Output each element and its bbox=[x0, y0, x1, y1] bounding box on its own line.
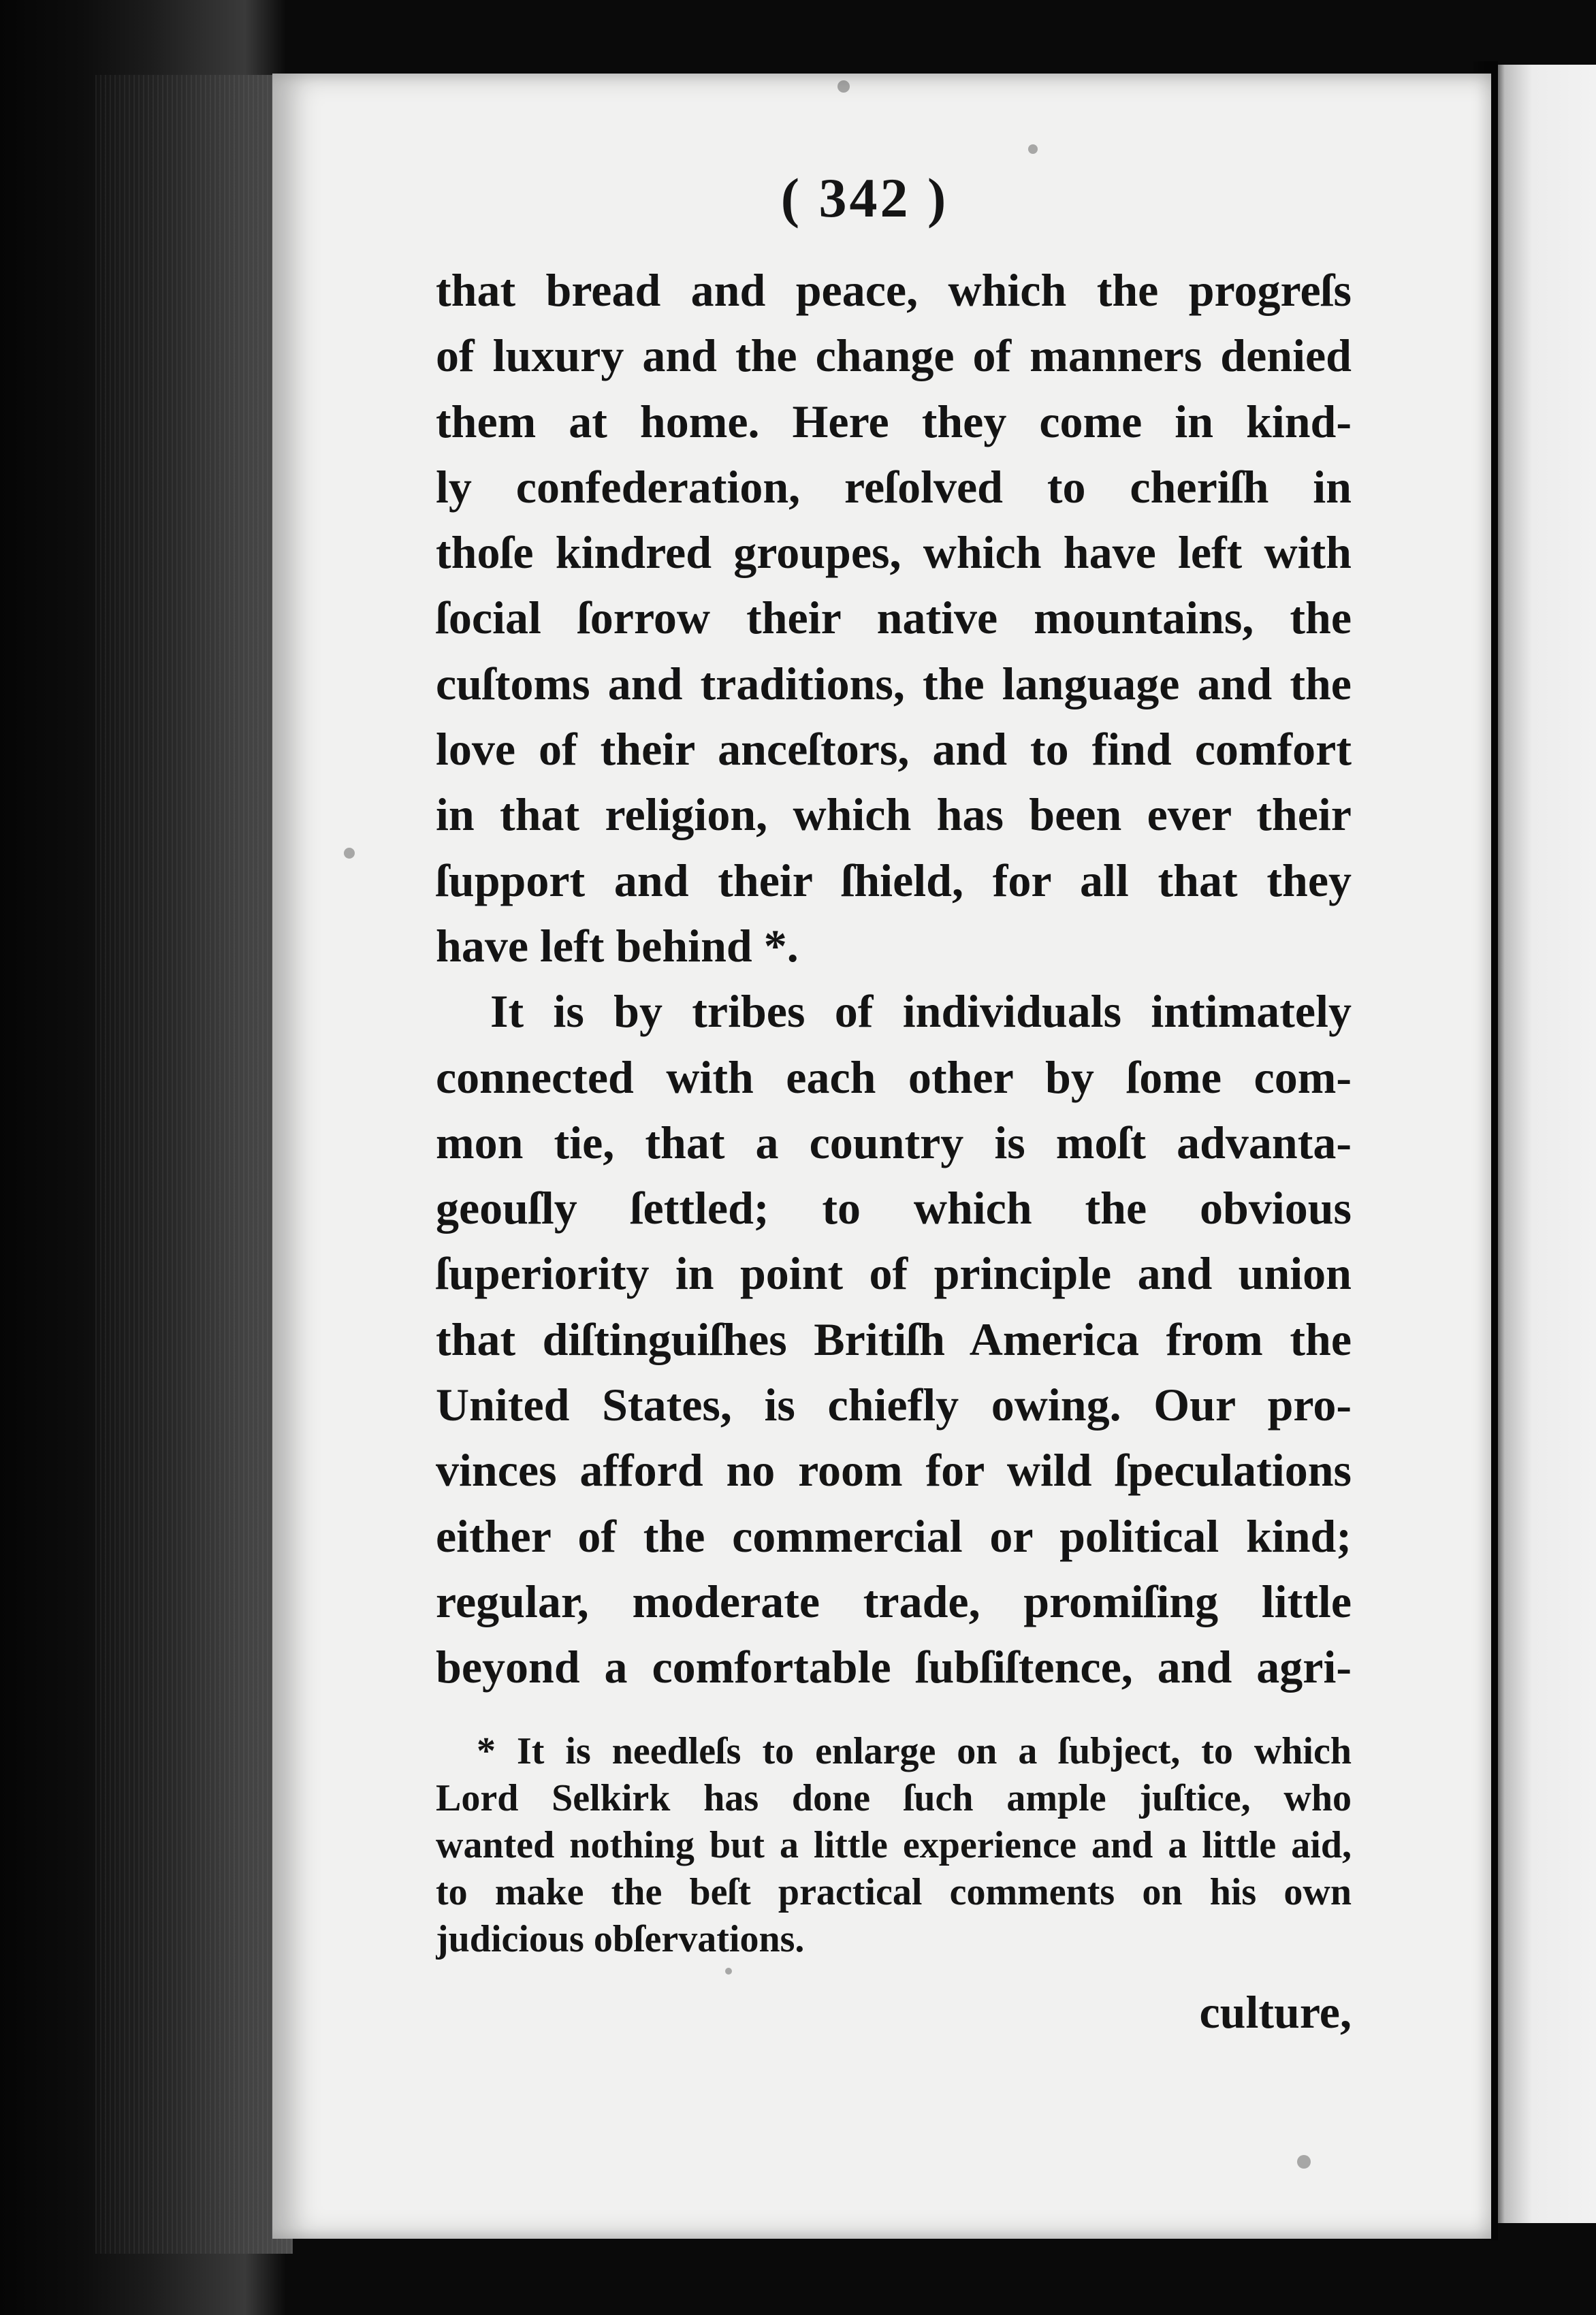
text-line: United States, is chiefly owing. Our pro- bbox=[436, 1379, 1352, 1431]
text-line: mon tie, that a country is moſt advanta- bbox=[436, 1116, 1352, 1168]
text-line: that bread and peace, which the progreſs bbox=[436, 264, 1352, 316]
body-text bbox=[436, 257, 1352, 1700]
text-line: have left behind *. bbox=[436, 919, 799, 972]
footnote-line: * It is needleſs to enlarge on a ſubject, to which bbox=[477, 1730, 1352, 1772]
text-line: them at home. Here they come in kind- bbox=[436, 395, 1352, 447]
text-line: connected with each other by ſome com- bbox=[436, 1051, 1352, 1103]
text-line: ly confederation, reſolved to cheriſh in bbox=[436, 460, 1352, 513]
text-line: ſuperiority in point of principle and union bbox=[436, 1247, 1352, 1300]
text-line: ſocial ſorrow their native mountains, the bbox=[436, 592, 1352, 644]
facing-page bbox=[1491, 65, 1596, 2223]
paragraph-first-line: It is by tribes of individuals intimately bbox=[490, 985, 1352, 1038]
text-line: geouſly ſettled; to which the obvious bbox=[436, 1182, 1352, 1234]
catchword: culture, bbox=[1199, 1986, 1352, 2038]
paper-speck bbox=[344, 848, 355, 859]
text-line: regular, moderate trade, promiſing little bbox=[436, 1575, 1352, 1627]
paper-speck bbox=[837, 80, 850, 93]
paper-speck bbox=[725, 1968, 732, 1975]
text-line: cuſtoms and traditions, the language and the bbox=[436, 657, 1352, 709]
text-line: of luxury and the change of manners denied bbox=[436, 330, 1352, 382]
footnote-line: wanted nothing but a little experience and a little aid, bbox=[436, 1824, 1352, 1866]
paper-speck bbox=[1028, 144, 1038, 154]
text-line: beyond a comfortable ſubſiſtence, and agri- bbox=[436, 1641, 1352, 1693]
book-page-edges bbox=[95, 75, 293, 2254]
text-line: vinces afford no room for wild ſpeculations bbox=[436, 1444, 1352, 1497]
text-line: thoſe kindred groupes, which have left with bbox=[436, 526, 1352, 579]
paper-speck bbox=[1297, 2155, 1311, 2169]
text-line: either of the commercial or political kind; bbox=[436, 1510, 1352, 1562]
footnote-line: judicious obſervations. bbox=[436, 1918, 805, 1960]
text-line: love of their anceſtors, and to find comfort bbox=[436, 723, 1352, 776]
footnote bbox=[436, 1728, 1352, 1963]
text-line: that diſtinguiſhes Britiſh America from the bbox=[436, 1313, 1352, 1365]
footnote-line: Lord Selkirk has done ſuch ample juſtice, who bbox=[436, 1777, 1352, 1819]
footnote-line: to make the beſt practical comments on his own bbox=[436, 1871, 1352, 1913]
text-line: ſupport and their ſhield, for all that they bbox=[436, 854, 1352, 906]
page-number: ( 342 ) bbox=[780, 167, 949, 229]
text-line: in that religion, which has been ever their bbox=[436, 788, 1352, 841]
